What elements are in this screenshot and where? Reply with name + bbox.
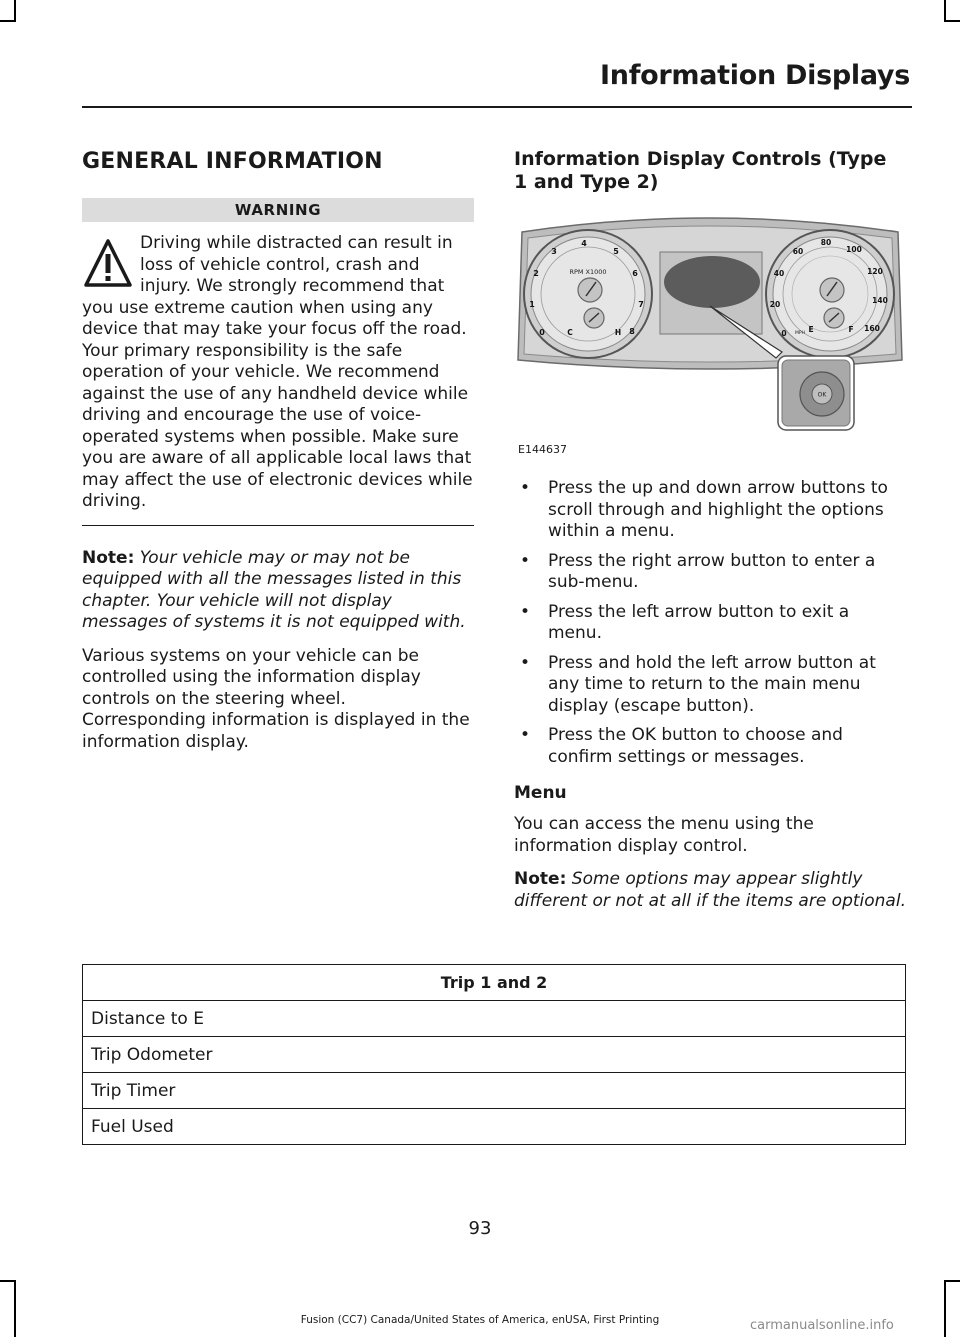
temp-gauge-label: H: [614, 328, 622, 337]
tach-tick-label: 6: [632, 269, 638, 278]
tach-tick-label: 2: [533, 269, 539, 278]
menu-heading: Menu: [514, 783, 567, 803]
note-label: Note:: [514, 869, 567, 889]
table-row: [83, 1001, 906, 1037]
tach-tick-label: 4: [581, 239, 587, 248]
note-label: Note:: [82, 547, 135, 568]
note-text: Your vehicle may or may not be equipped with all the messages listed in this chapter. Your vehicle will not display messages of systems it is not equipped with.: [82, 547, 466, 632]
footer-text: Fusion (CC7) Canada/United States of America, enUSA, First Printing: [300, 1314, 660, 1326]
warning-triangle-icon: [82, 235, 134, 297]
crop-mark: [944, 0, 946, 20]
tach-tick-label: 0: [539, 328, 545, 337]
table-row: [83, 1109, 906, 1145]
crop-mark: [944, 1280, 946, 1337]
body-paragraph: Various systems on your vehicle can be controlled using the information display controls on the steering wheel. Corresponding information is displayed in the information display.: [82, 645, 470, 752]
menu-note-paragraph: [514, 869, 906, 912]
tach-label: RPM X1000: [569, 268, 607, 276]
table-cell: Trip Timer: [83, 1073, 906, 1109]
list-item: [514, 478, 906, 543]
table-header: Trip 1 and 2: [83, 965, 906, 1001]
list-item: [514, 551, 906, 594]
bullet-icon: •: [520, 601, 531, 622]
header-rule: [82, 106, 912, 108]
crop-mark: [944, 20, 960, 22]
list-item: [514, 653, 906, 718]
note-text: Some options may appear slightly different or not at all if the items are optional.: [514, 869, 906, 911]
table-cell: Trip Odometer: [83, 1037, 906, 1073]
crop-mark: [0, 1280, 16, 1282]
list-item-text: Press the left arrow button to exit a menu.: [548, 601, 850, 643]
left-column: [82, 148, 474, 765]
trip-table: [82, 964, 906, 1145]
warning-text: Driving while distracted can result in loss of vehicle control, crash and injury. We strongly recommend that you use extreme caution when using any device that may take your focus off the road. Your primary responsibility is the safe operation of your vehicle. We recommend against the use of any handheld device while driving and encourage the use of voice-operated systems when possible. Make sure you are aware of all applicable local laws that may affect the use of electronic devices while driving.: [82, 233, 473, 511]
bullet-icon: •: [520, 550, 531, 571]
tach-tick-label: 8: [629, 327, 635, 336]
table-cell: Fuel Used: [83, 1109, 906, 1145]
speed-tick-label: 140: [872, 296, 888, 305]
menu-paragraph: You can access the menu using the information display control.: [514, 814, 814, 856]
page-header-title: Information Displays: [600, 60, 910, 91]
speed-tick-label: 100: [846, 245, 862, 254]
tach-tick-label: 5: [613, 247, 619, 256]
crop-mark: [944, 1280, 960, 1282]
crop-mark: [14, 0, 16, 20]
tach-tick-label: 7: [638, 300, 644, 309]
list-item-text: Press the OK button to choose and confirm settings or messages.: [548, 725, 843, 767]
warning-box: [82, 222, 474, 526]
watermark-text: carmanualsonline.info: [750, 1318, 894, 1333]
bullet-icon: •: [520, 725, 531, 745]
instrument-cluster-figure: [514, 210, 906, 460]
list-item-text: Press the up and down arrow buttons to scroll through and highlight the options within a menu.: [548, 478, 888, 541]
right-column: [514, 148, 906, 924]
crop-mark: [0, 20, 16, 22]
note-paragraph: [82, 548, 474, 634]
fuel-gauge-label: E: [808, 325, 814, 334]
bullet-icon: •: [520, 478, 531, 498]
tach-tick-label: 3: [551, 247, 557, 256]
speed-unit-label: MPH: [795, 331, 805, 336]
table-row: [83, 1073, 906, 1109]
crop-mark: [14, 1280, 16, 1337]
table-cell: Distance to E: [83, 1001, 906, 1037]
section-title-display-controls: Information Display Controls (Type 1 and Type 2): [514, 148, 887, 193]
page-number: 93: [468, 1218, 492, 1239]
list-item: [514, 725, 906, 768]
fuel-gauge-label: F: [848, 325, 854, 334]
temp-gauge-label: C: [567, 328, 573, 337]
table-row: [83, 1037, 906, 1073]
section-title-general-information: GENERAL INFORMATION: [82, 149, 383, 174]
speed-tick-label: 120: [867, 267, 883, 276]
bullet-icon: •: [520, 652, 531, 673]
speed-tick-label: 40: [773, 269, 785, 278]
speed-tick-label: 0: [781, 329, 787, 338]
ok-button-label: OK: [817, 391, 827, 399]
list-item: [514, 602, 906, 645]
list-item-text: Press and hold the left arrow button at any time to return to the main menu display (escape button).: [548, 652, 876, 716]
tach-tick-label: 1: [529, 300, 535, 309]
table-header-row: [83, 965, 906, 1001]
figure-code: E144637: [518, 443, 567, 456]
speed-tick-label: 80: [820, 238, 832, 247]
speed-tick-label: 20: [769, 300, 781, 309]
warning-label: WARNING: [82, 198, 474, 222]
controls-bullet-list: [514, 478, 906, 768]
speed-tick-label: 160: [864, 324, 880, 333]
instrument-cluster-illustration: [514, 210, 906, 460]
speed-tick-label: 60: [792, 247, 804, 256]
list-item-text: Press the right arrow button to enter a sub-menu.: [548, 550, 876, 592]
